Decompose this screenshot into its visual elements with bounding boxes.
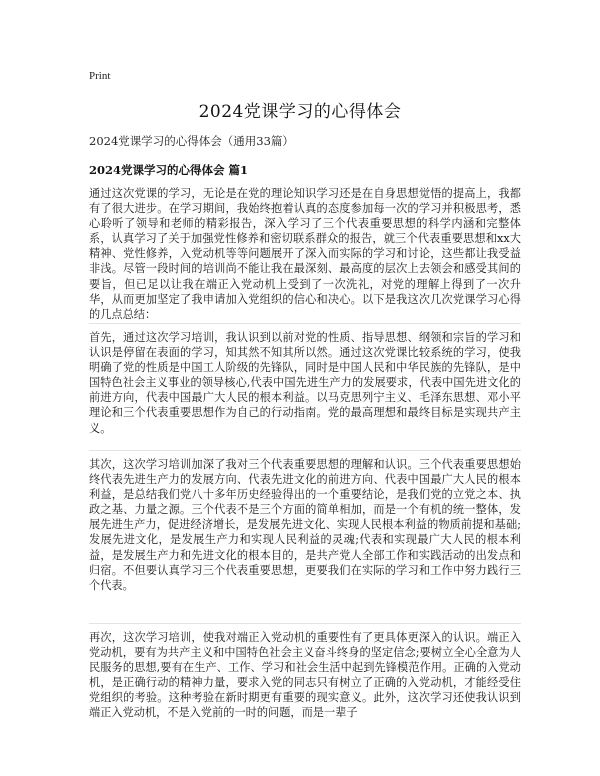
section-heading: 2024党课学习的心得体会 篇1 [89,163,249,177]
paragraph-2: 首先，通过这次学习培训，我认识到以前对党的性质、指导思想、纲领和宗旨的学习和认识是停留在表面的学习，知其然不知其所以然。通过这次党课比较系统的学习，使我明确了党的性质是中国工人阶级的先锋队，同时是中国人民和中华民族的先锋队，是中国特色社会主义事业的领导核心,代表中国先进生产力的发展要求，代表中国先进文化的前进方向，代表中国最广大人民的根本利益。以马克思列宁主义、毛泽东思想、邓小平理论和三个代表重要思想作为自己的行动指南。党的最高理想和最终目标是实现共产主义。 [89,331,521,435]
paragraph-1: 通过这次党课的学习，无论是在党的理论知识学习还是在自身思想觉悟的提高上，我都有了很大进步。在学习期间，我始终抱着认真的态度参加每一次的学习并积极思考，悉心聆听了领导和老师的精彩报告，深入学习了三个代表重要思想的科学内涵和完整体系，认真学习了关于加强党性修养和密切联系群众的报告，就三个代表重要思想和xx大精神、党性修养，入党动机等等问题展开了深入而实际的学习和讨论，这些都让我受益非浅。尽管一段时间的培训尚不能让我在最深刻、最高度的层次上去领会和感受其间的要旨，但已足以让我在端正入党动机上受到了一次洗礼，对党的理解上得到了一次升华，从而更加坚定了我申请加入党组织的信心和决心。以下是我这次几次党课学习心得的几点总结： [89,187,521,321]
paragraph-divider [89,450,521,451]
paragraph-4: 再次，这次学习培训，使我对端正入党动机的重要性有了更具体更深入的认识。端正入党动机，要有为共产主义和中国特色社会主义奋斗终身的坚定信念;要树立全心全意为人民服务的思想,要有在生产、工作、学习和社会生活中起到先锋模范作用。正确的入党动机，是正确行动的精神力量，要求入党的同志只有树立了正确的入党动机，才能经受住党组织的考验。这种考验在新时期更有重要的现实意义。此外，这次学习还使我认识到端正入党动机，不是入党前的一时的问题，而是一辈子 [89,631,521,720]
document-title: 2024党课学习的心得体会 [198,102,402,122]
paragraph-3: 其次，这次学习培训加深了我对三个代表重要思想的理解和认识。三个代表重要思想始终代表先进生产力的发展方向、代表先进文化的前进方向、代表中国最广大人民的根本利益，是总结我们党八十多年历史经验得出的一个重要结论，是我们党的立党之本、执政之基、力量之源。三个代表不是三个方面的简单相加，而是一个有机的统一整体，发展先进生产力，促进经济增长，是发展先进文化、实现人民根本利益的物质前提和基础;发展先进文化，是发展生产力和实现人民利益的灵魂;代表和实现最广大人民的根本利益，是发展生产力和先进文化的根本目的，是共产党人全部工作和实践活动的出发点和归宿。不但要认真学习三个代表重要思想，更要我们在实际的学习和工作中努力践行三个代表。 [89,458,521,592]
paragraph-divider [89,323,521,324]
document-subtitle: 2024党课学习的心得体会（通用33篇） [89,134,294,148]
print-link[interactable]: Print [89,70,111,82]
paragraph-divider [89,623,521,624]
